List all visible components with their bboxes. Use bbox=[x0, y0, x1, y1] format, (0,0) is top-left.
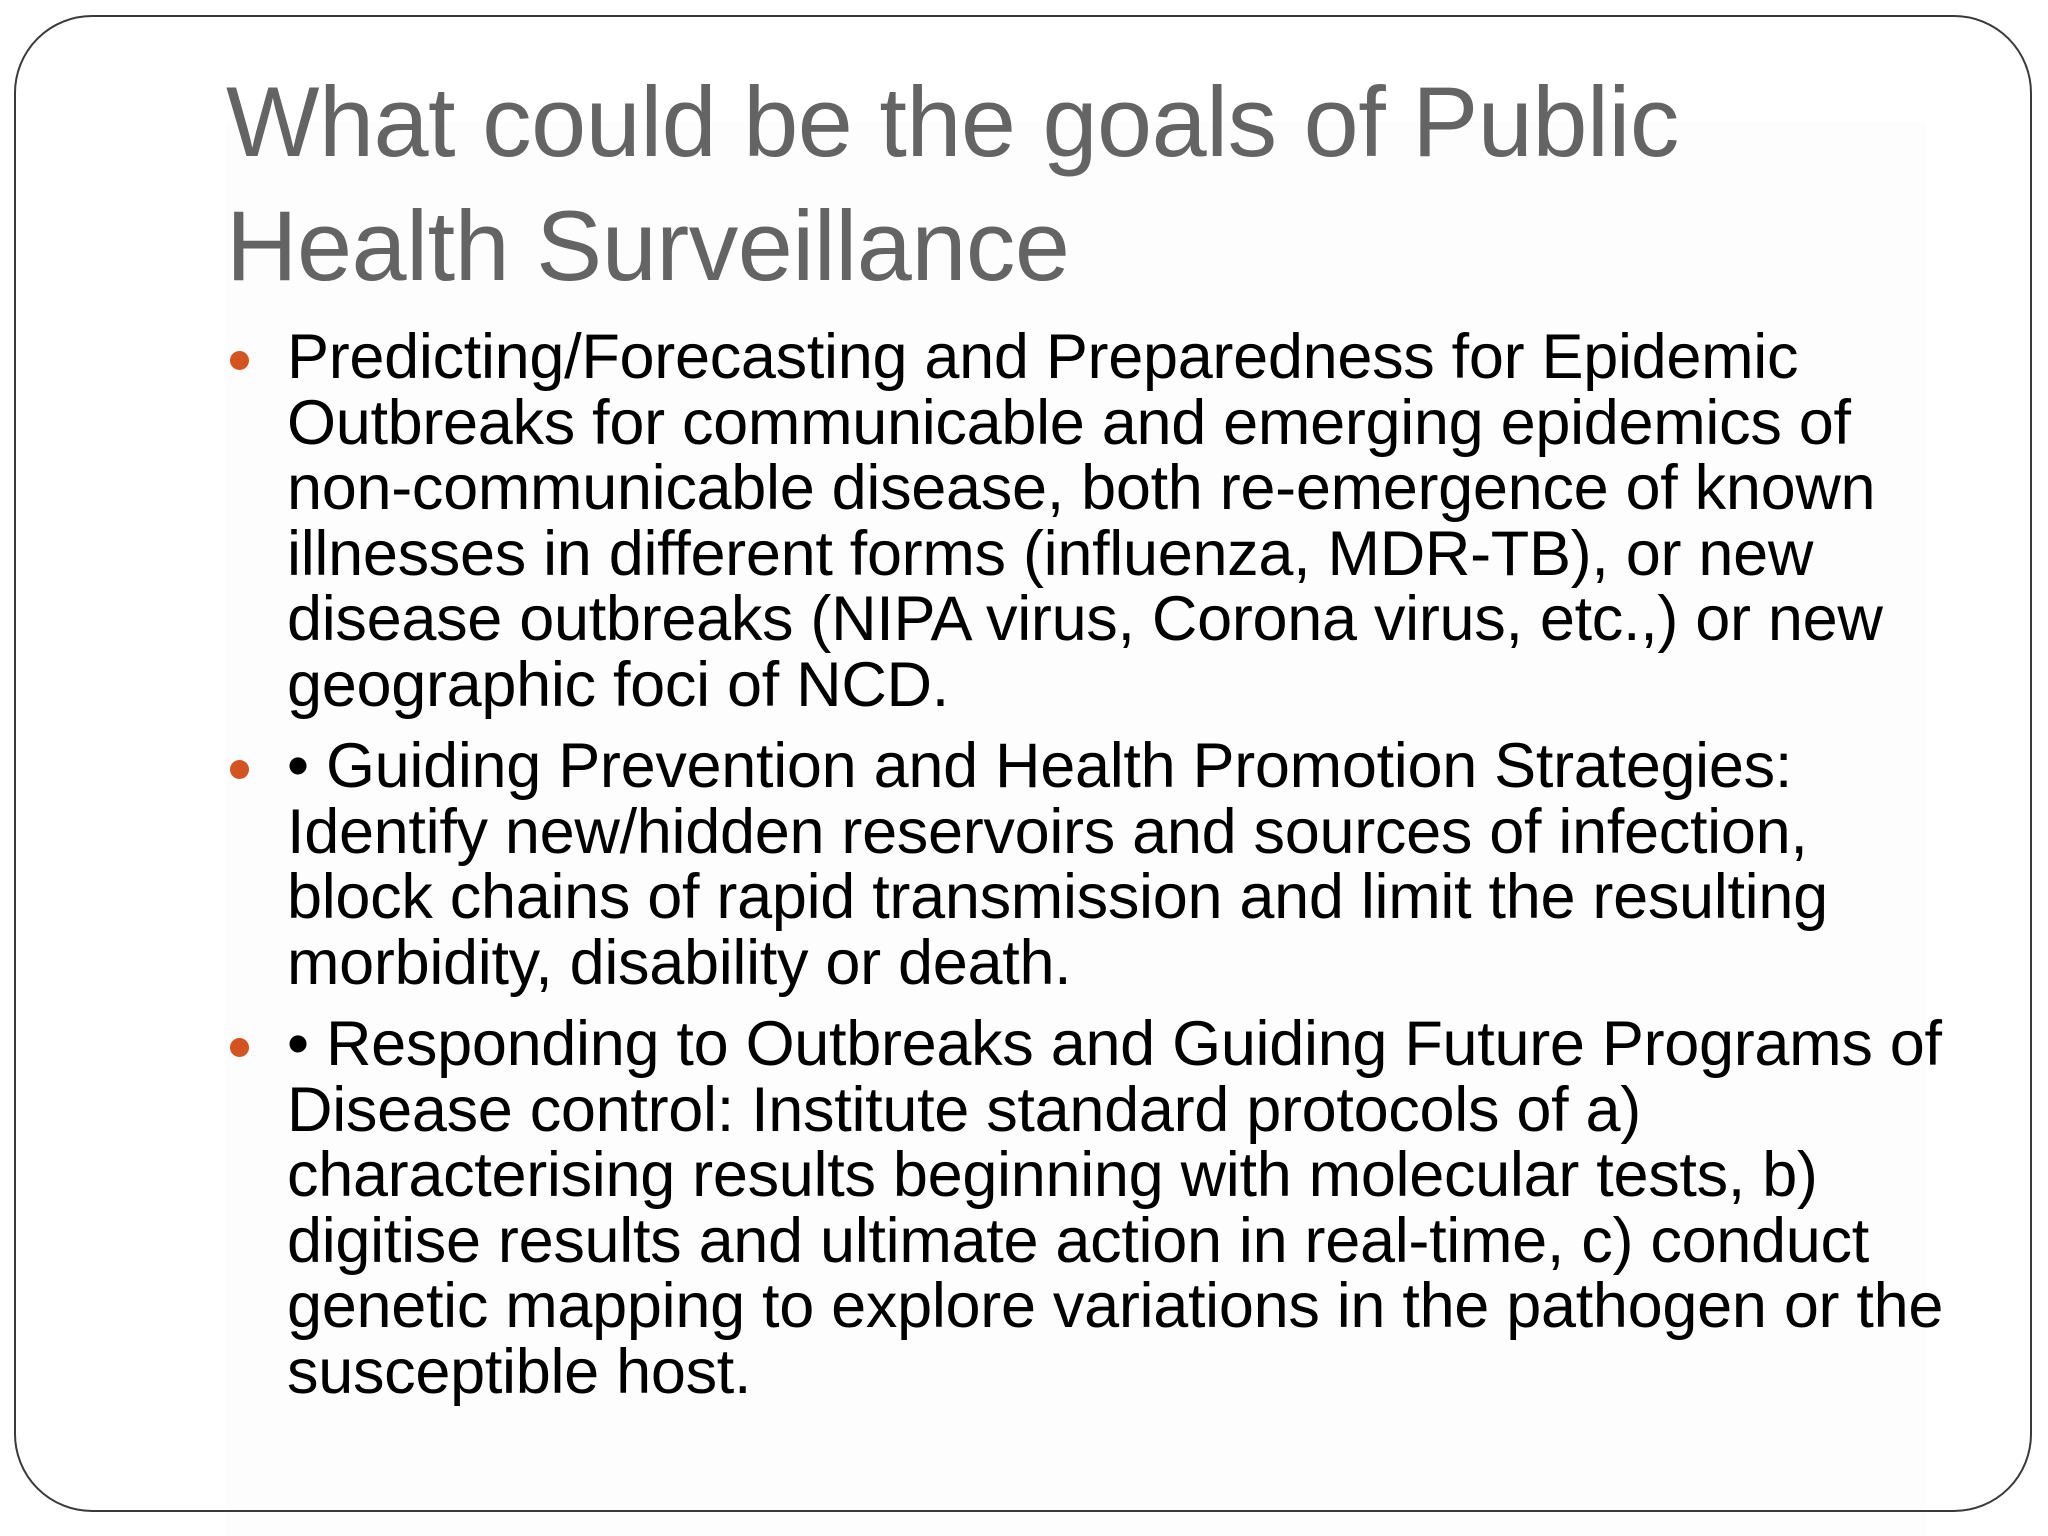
bullet-text: • Guiding Prevention and Health Promotion Strategies: Identify new/hidden reservoirs and sources of infection, block chains of rapid transmission and limit the resulting morbidity, disability or death. bbox=[287, 731, 1828, 998]
bullet-item-forecasting bbox=[226, 322, 1946, 720]
bullet-dot-icon bbox=[230, 351, 249, 370]
bullet-text: Predicting/Forecasting and Preparedness for Epidemic Outbreaks for communicable and emerging epidemics of non-communicable disease, both re-emergence of known illnesses in different forms (influenza, MDR-TB), or new disease outbreaks (NIPA virus, Corona virus, etc.,) or new geographic foci of NCD. bbox=[287, 322, 1883, 720]
bullet-item-prevention bbox=[226, 731, 1946, 998]
bullet-list bbox=[226, 322, 1946, 1407]
bullet-dot-icon bbox=[230, 1038, 249, 1057]
slide-title: What could be the goals of Public Health Surveillance bbox=[226, 66, 1679, 301]
bullet-text: • Responding to Outbreaks and Guiding Future Programs of Disease control: Institute standard protocols of a) characterising results beginning with molecular tests, b) digitise results and ultimate action in real-time, c) conduct genetic mapping to explore variations in the pathogen or the susceptible host. bbox=[287, 1009, 1944, 1407]
bullet-item-outbreak-response bbox=[226, 1009, 1946, 1407]
bullet-dot-icon bbox=[230, 760, 249, 779]
